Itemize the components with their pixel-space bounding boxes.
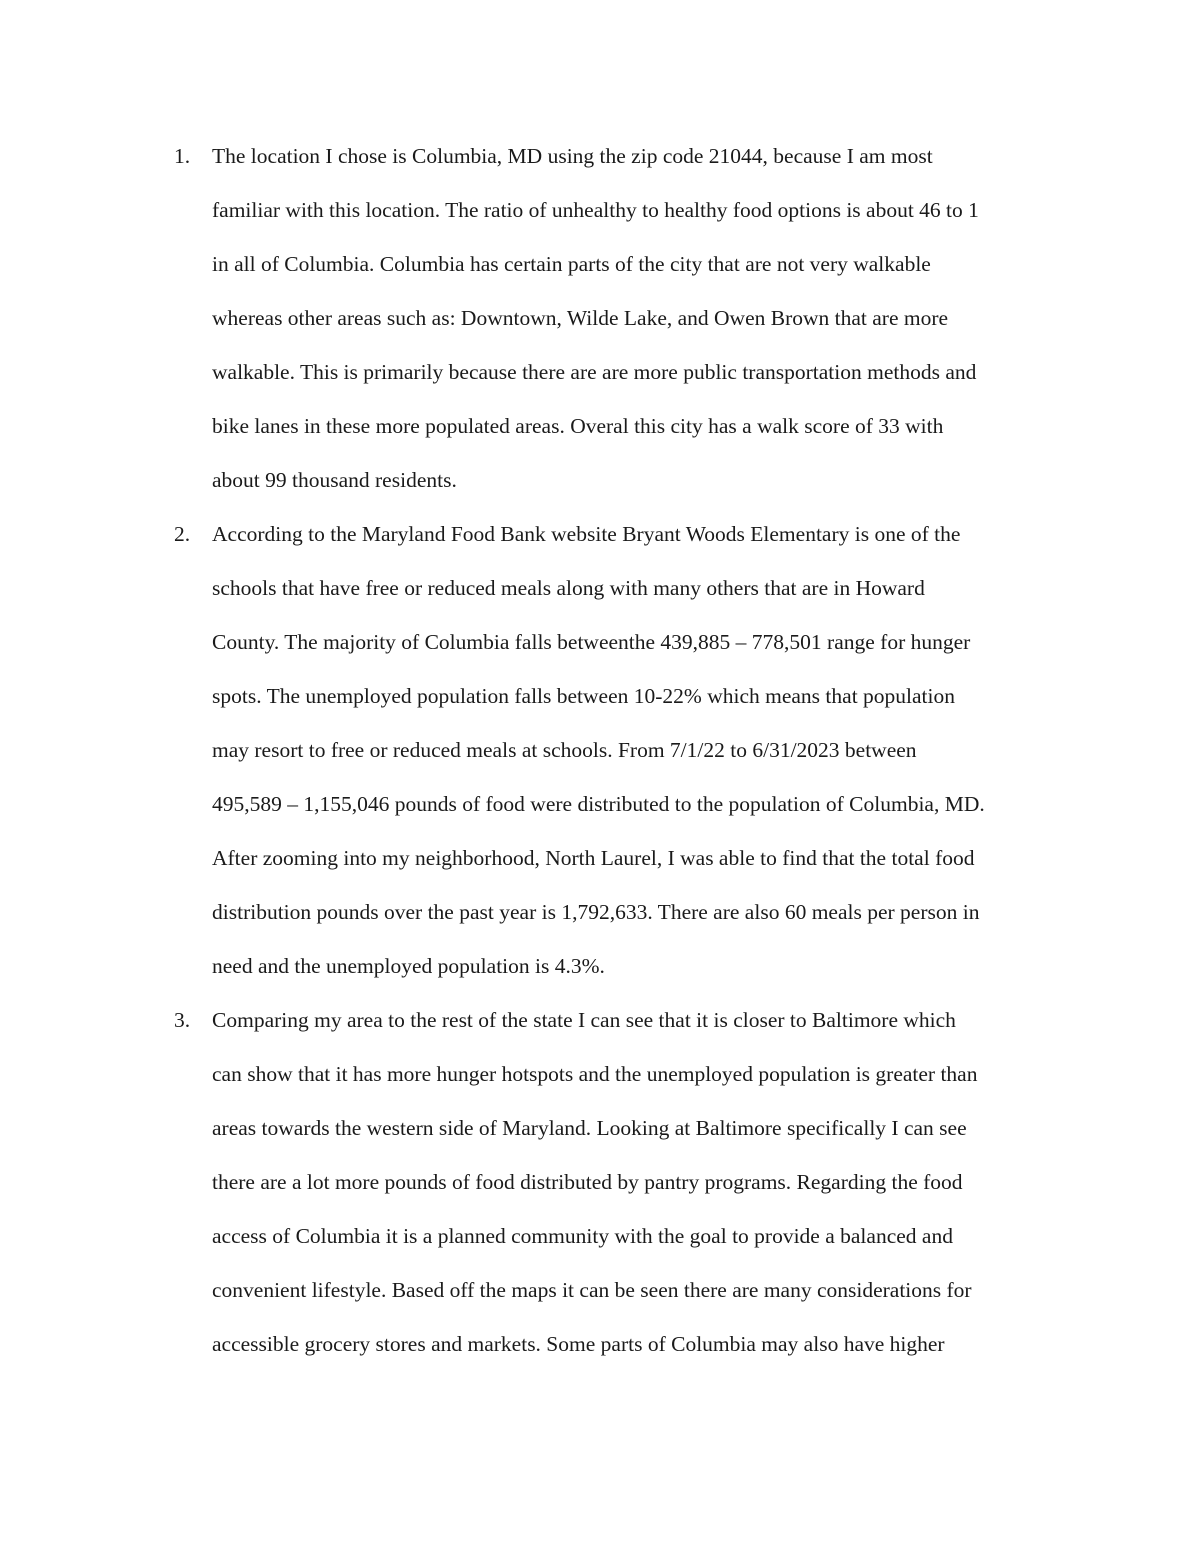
list-item-text bbox=[212, 129, 1074, 507]
document-body bbox=[174, 129, 1074, 1371]
list-item bbox=[174, 507, 1074, 993]
list-number: 1. bbox=[174, 144, 191, 168]
text-line: about 99 thousand residents. bbox=[212, 468, 457, 492]
text-line: schools that have free or reduced meals along with many others that are in Howard bbox=[212, 576, 925, 600]
list-item bbox=[174, 129, 1074, 507]
text-line: distribution pounds over the past year is 1,792,633. There are also 60 meals per person in bbox=[212, 900, 980, 924]
text-line: accessible grocery stores and markets. Some parts of Columbia may also have higher bbox=[212, 1332, 945, 1356]
text-line: 495,589 – 1,155,046 pounds of food were distributed to the population of Columbia, MD. bbox=[212, 792, 985, 816]
text-line: need and the unemployed population is 4.3%. bbox=[212, 954, 605, 978]
text-line: spots. The unemployed population falls between 10-22% which means that population bbox=[212, 684, 955, 708]
text-line: bike lanes in these more populated areas. Overal this city has a walk score of 33 with bbox=[212, 414, 944, 438]
text-line: there are a lot more pounds of food distributed by pantry programs. Regarding the food bbox=[212, 1170, 963, 1194]
text-line: areas towards the western side of Maryland. Looking at Baltimore specifically I can see bbox=[212, 1116, 967, 1140]
text-line: can show that it has more hunger hotspots and the unemployed population is greater than bbox=[212, 1062, 978, 1086]
text-line: According to the Maryland Food Bank website Bryant Woods Elementary is one of the bbox=[212, 522, 961, 546]
text-line: County. The majority of Columbia falls betweenthe 439,885 – 778,501 range for hunger bbox=[212, 630, 971, 654]
text-line: convenient lifestyle. Based off the maps it can be seen there are many considerations for bbox=[212, 1278, 972, 1302]
text-line: After zooming into my neighborhood, North Laurel, I was able to find that the total food bbox=[212, 846, 975, 870]
text-line: may resort to free or reduced meals at schools. From 7/1/22 to 6/31/2023 between bbox=[212, 738, 917, 762]
list-number: 2. bbox=[174, 522, 191, 546]
text-line: Comparing my area to the rest of the state I can see that it is closer to Baltimore which bbox=[212, 1008, 956, 1032]
list-item-text bbox=[212, 993, 1074, 1371]
list-item bbox=[174, 993, 1074, 1371]
list-number: 3. bbox=[174, 1008, 191, 1032]
text-line: access of Columbia it is a planned community with the goal to provide a balanced and bbox=[212, 1224, 953, 1248]
text-line: The location I chose is Columbia, MD using the zip code 21044, because I am most bbox=[212, 144, 933, 168]
text-line: in all of Columbia. Columbia has certain parts of the city that are not very walkable bbox=[212, 252, 931, 276]
text-line: familiar with this location. The ratio of unhealthy to healthy food options is about 46 to 1 bbox=[212, 198, 979, 222]
text-line: walkable. This is primarily because there are are more public transportation methods and bbox=[212, 360, 977, 384]
list-item-text bbox=[212, 507, 1074, 993]
text-line: whereas other areas such as: Downtown, Wilde Lake, and Owen Brown that are more bbox=[212, 306, 949, 330]
